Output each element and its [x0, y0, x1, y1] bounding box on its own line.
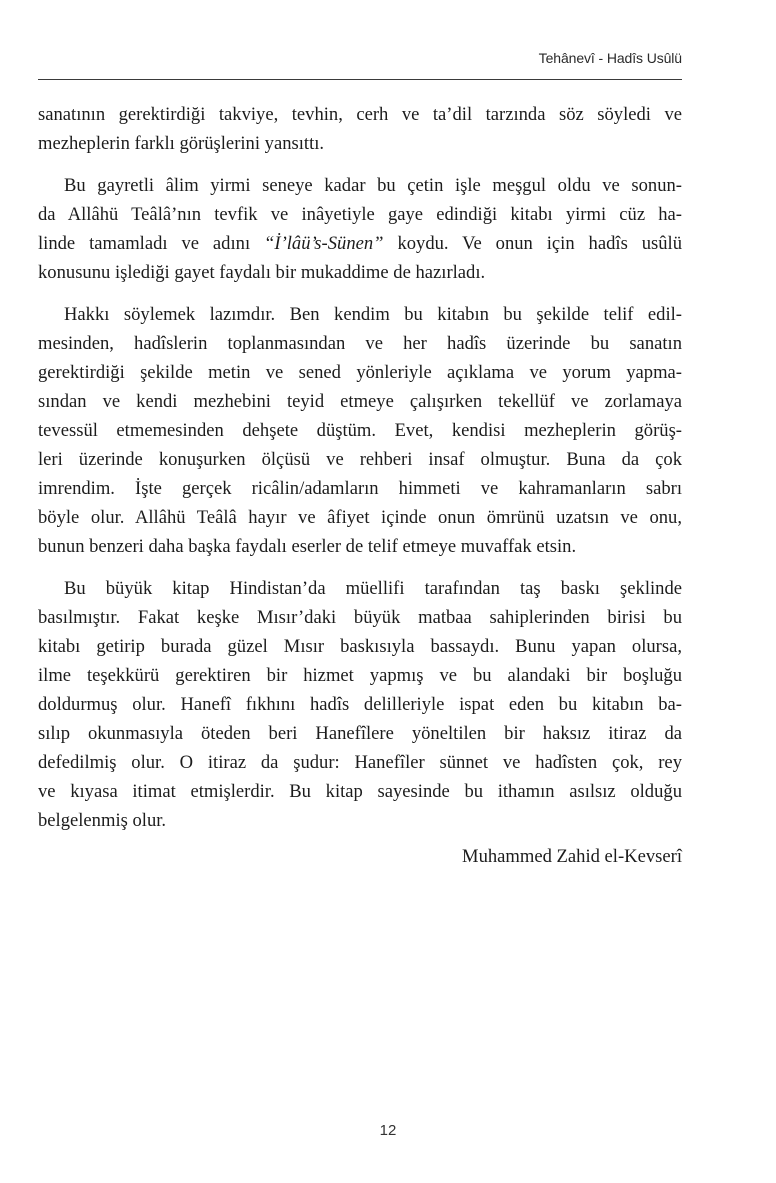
text-line: ilme teşekkürü gerektiren bir hizmet yapmış ve bu alandaki bir boşluğu [38, 665, 682, 686]
author-signature: Muhammed Zahid el-Kevserî [462, 846, 682, 867]
text-line: belgelenmiş olur. [38, 810, 167, 831]
text-line: kitabı getirip burada güzel Mısır baskısıyla bassaydı. Bunu yapan olursa, [38, 636, 682, 657]
text-line: Bu gayretli âlim yirmi seneye kadar bu çetin işle meşgul oldu ve sonun- [64, 175, 682, 196]
text-line: bunun benzeri daha başka faydalı eserler de telif etmeye muvaffak etsin. [38, 536, 577, 557]
text-line: gerektirdiği şekilde metin ve sened yönleriyle açıklama ve yorum yapma- [38, 362, 682, 383]
text-line: doldurmuş olur. Hanefî fıkhını hadîs delilleriyle ispat eden bu kitabın ba- [38, 694, 682, 715]
paragraph [38, 574, 682, 835]
text-fragment: linde tamamladı ve adını [38, 233, 265, 254]
text-fragment: koydu. Ve onun için hadîs usûlü [383, 233, 683, 254]
paragraph [38, 300, 682, 561]
text-line [38, 229, 682, 258]
text-line: imrendim. İşte gerçek ricâlin/adamların himmeti ve kahramanların sabrı [38, 478, 682, 499]
text-line: konusunu işlediği gayet faydalı bir mukaddime de hazırladı. [38, 262, 486, 283]
text-line: sılıp okunmasıyla öteden beri Hanefîlere yöneltilen bir haksız itiraz da [38, 723, 682, 744]
text-line: Bu büyük kitap Hindistan’da müellifi tarafından taş baskı şeklinde [64, 578, 682, 599]
text-line: sanatının gerektirdiği takviye, tevhin, cerh ve ta’dil tarzında söz söyledi ve [38, 104, 682, 125]
book-title: “İ’lâü’s-Sünen” [264, 233, 384, 254]
text-line: defedilmiş olur. O itiraz da şudur: Hanefîler sünnet ve hadîsten çok, rey [38, 752, 682, 773]
paragraph [38, 100, 682, 158]
text-line: mezheplerin farklı görüşlerini yansıttı. [38, 133, 325, 154]
text-line: tevessül etmemesinden dehşete düştüm. Evet, kendisi mezheplerin görüş- [38, 420, 682, 441]
text-line: böyle olur. Allâhü Teâlâ hayır ve âfiyet içinde onun ömrünü uzatsın ve onu, [38, 507, 682, 528]
text-line: da Allâhü Teâlâ’nın tevfik ve inâyetiyle gaye edindiği kitabı yirmi cüz ha- [38, 204, 682, 225]
text-line: basılmıştır. Fakat keşke Mısır’daki büyük matbaa sahiplerinden birisi bu [38, 607, 682, 628]
header-rule [38, 79, 682, 80]
page-number: 12 [379, 1122, 397, 1139]
text-line: ve kıyasa itimat etmişlerdir. Bu kitap sayesinde bu ithamın asılsız olduğu [38, 781, 682, 802]
body-text [38, 100, 682, 871]
text-line: sından ve kendi mezhebini teyid etmeye çalışırken tekellüf ve zorlamaya [38, 391, 682, 412]
running-header: Tehânevî - Hadîs Usûlü [538, 50, 682, 66]
text-line: Hakkı söylemek lazımdır. Ben kendim bu kitabın bu şekilde telif edil- [64, 304, 682, 325]
text-line: mesinden, hadîslerin toplanmasından ve her hadîs üzerinde bu sanatın [38, 333, 682, 354]
paragraph [38, 171, 682, 287]
text-line: leri üzerinde konuşurken ölçüsü ve rehberi insaf olmuştur. Buna da çok [38, 449, 682, 470]
